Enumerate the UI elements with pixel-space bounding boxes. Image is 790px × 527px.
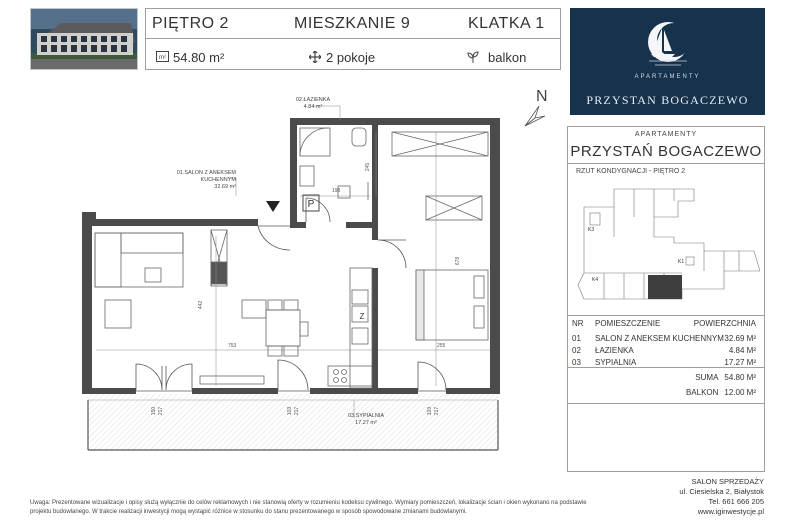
sales-phone: Tel. 661 666 205 (708, 497, 764, 506)
window-dim-1: 150 (151, 406, 158, 416)
area-value: 54.80 m² (173, 50, 225, 65)
key-plan-highlight (648, 275, 682, 299)
window-dim-2: 103 (287, 406, 294, 416)
sales-website-link[interactable]: www.iginwestycje.pl (697, 507, 764, 516)
window-dim-2b: 217 (294, 406, 301, 416)
balcony-label: balkon (488, 50, 527, 65)
staircase-label: KLATKA 1 (468, 15, 545, 32)
svg-text:K3: K3 (588, 227, 595, 233)
info-title: PRZYSTAŃ BOGACZEWO (570, 143, 762, 160)
apartment-label: MIESZKANIE 9 (294, 15, 411, 32)
dim-245: 245 (365, 162, 372, 172)
entrance-marker-icon (266, 201, 280, 212)
salon-label: 01.SALON Z ANEKSEM KUCHENNYM 32.69 m² (176, 170, 236, 190)
north-label: N (536, 88, 548, 105)
balcony-area-sum: BALKON 12.00 M² (685, 388, 756, 397)
svg-text:m²: m² (159, 55, 166, 61)
fridge-mark: Z (359, 312, 365, 321)
dim-678: 678 (455, 256, 462, 266)
rooms-count: 2 pokoje (326, 50, 376, 65)
dim-255: 255 (437, 343, 446, 349)
kitchen-counter (328, 268, 372, 388)
floor-label: PIĘTRO 2 (152, 15, 229, 32)
bathroom-label: 02.ŁAZIENKA 4.84 m² (295, 97, 331, 110)
svg-text:K1: K1 (678, 259, 685, 265)
svg-text:K4: K4 (592, 277, 599, 283)
keyplan-label: RZUT KONDYGNACJI - PIĘTRO 2 (576, 168, 686, 175)
bedroom-furniture (392, 132, 488, 340)
logo-title: PRZYSTAN BOGACZEWO (586, 93, 749, 107)
area-sum: SUMA 54.80 M² (695, 373, 756, 382)
disclaimer-text: Uwaga: Prezentowane wizualizacje i opisy służą wyłącznie do celów reklamowych i nie stanowią oferty w rozumieniu kodeksu cywilnego. Wymiary pomieszczeń, lokalizacje ścian i okien wykonano na podstawie projektu budowlanego. W trakcie realizacji inwestycji mogą wystąpić różnice w stosunku do stanu prezentowanego w sposób spowodowane zmianami budowlanymi. (30, 500, 587, 515)
dim-442: 442 (198, 300, 205, 310)
window-dim-1b: 217 (158, 406, 165, 416)
key-plan (574, 177, 760, 309)
walls (82, 118, 500, 394)
bedroom-label: 03.SYPIALNIA 17.27 m² (347, 413, 385, 426)
sales-office-info (679, 477, 764, 517)
window-dim-3b: 217 (434, 406, 441, 416)
dim-753: 753 (228, 343, 237, 349)
parking-mark: P (307, 199, 315, 210)
sales-address: ul. Ciesielska 2, Białystok (679, 487, 764, 496)
info-panel: APARTAMENTY PRZYSTAŃ BOGACZEWO RZUT KONDYGNACJI - PIĘTRO 2 K3 K4 K1 NR POMIESZCZENIE POWIERZCHNIA 01 SALON Z ANEKSEM KUCHENNYM 32.69 M² 02 ŁAZIENKA 4.84 M² 03 SYPIALNIA 17.27 M² SUMA 54.80 M² BALKON 12.00 M² (567, 126, 765, 472)
info-title-small: APARTAMENTY (634, 131, 698, 138)
dim-198: 198 (332, 188, 341, 194)
balcony-area (88, 394, 498, 450)
window-dim-3: 103 (427, 406, 434, 416)
sales-title: SALON SPRZEDAŻY (691, 477, 764, 486)
logo-subtitle: APARTAMENTY (634, 74, 701, 80)
